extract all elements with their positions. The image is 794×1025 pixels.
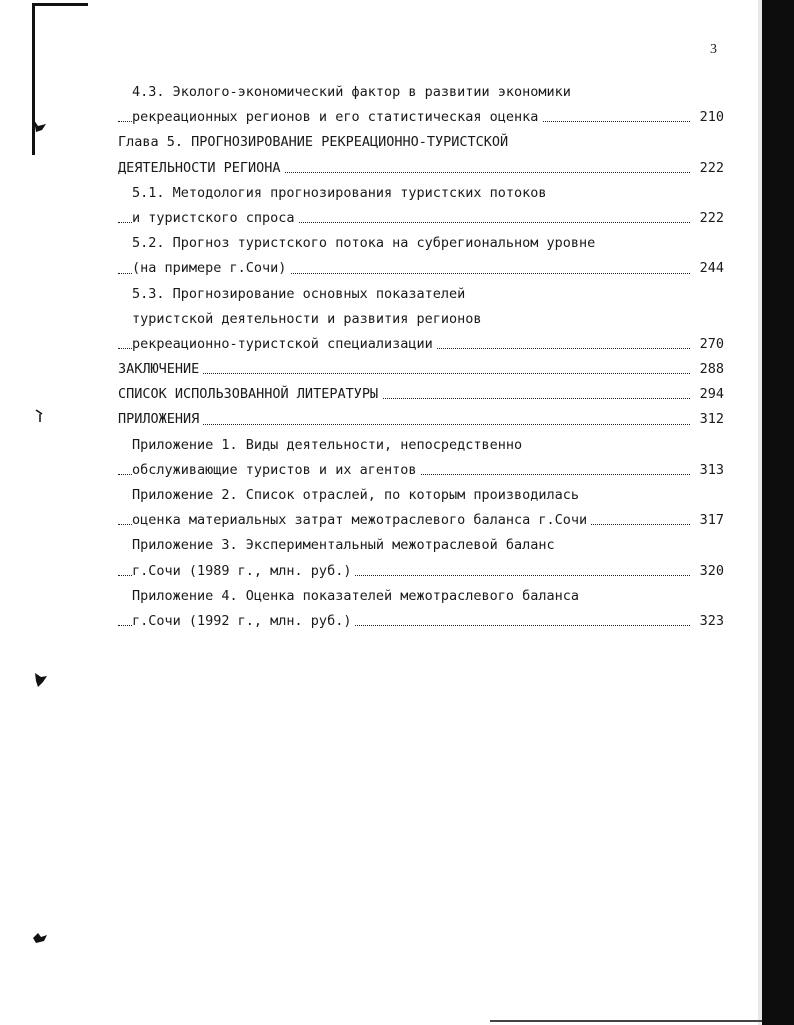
toc-entry-title: Глава 5. ПРОГНОЗИРОВАНИЕ РЕКРЕАЦИОННО-ТУРИСТСКОЙ <box>118 134 512 150</box>
toc-entry <box>118 508 724 533</box>
toc-entry <box>118 433 724 458</box>
toc-entry-title: оценка материальных затрат межотраслевого баланса г.Сочи <box>132 512 591 528</box>
toc-entry <box>118 256 724 281</box>
toc-entry-title: 5.3. Прогнозирование основных показателей <box>132 286 469 302</box>
toc-entry-page-number: 317 <box>696 508 724 533</box>
toc-entry-page-number: 222 <box>696 206 724 231</box>
toc-entry <box>118 231 724 256</box>
toc-entry <box>118 307 724 332</box>
toc-entry-title: ПРИЛОЖЕНИЯ <box>118 411 203 427</box>
table-of-contents <box>118 80 724 634</box>
toc-entry <box>118 105 724 130</box>
toc-entry-page-number: 312 <box>696 407 724 432</box>
toc-entry <box>118 181 724 206</box>
toc-entry <box>118 332 724 357</box>
toc-entry <box>118 609 724 634</box>
toc-entry <box>118 357 724 382</box>
toc-dot-leader <box>118 373 690 374</box>
toc-entry <box>118 458 724 483</box>
toc-entry-page-number: 323 <box>696 609 724 634</box>
toc-entry-page-number: 313 <box>696 458 724 483</box>
toc-entry <box>118 80 724 105</box>
toc-entry-page-number: 294 <box>696 382 724 407</box>
toc-entry-title: СПИСОК ИСПОЛЬЗОВАННОЙ ЛИТЕРАТУРЫ <box>118 386 382 402</box>
toc-entry-page-number: 222 <box>696 156 724 181</box>
toc-entry-title: Приложение 4. Оценка показателей межотраслевого баланса <box>132 588 583 604</box>
toc-entry-title: Приложение 2. Список отраслей, по которым производилась <box>132 487 583 503</box>
toc-entry <box>118 483 724 508</box>
toc-entry-title: г.Сочи (1992 г., млн. руб.) <box>132 613 355 629</box>
binder-hole-mark-icon <box>32 118 48 134</box>
page-number: 3 <box>710 42 717 57</box>
toc-entry <box>118 584 724 609</box>
toc-entry-page-number: 210 <box>696 105 724 130</box>
toc-entry-title: 5.2. Прогноз туристского потока на субрегиональном уровне <box>132 235 599 251</box>
binder-hole-mark-icon <box>32 930 48 946</box>
toc-entry <box>118 282 724 307</box>
toc-entry-title: ДЕЯТЕЛЬНОСТИ РЕГИОНА <box>118 160 285 176</box>
toc-entry-title: рекреационно-туристской специализации <box>132 336 437 352</box>
toc-entry-page-number: 244 <box>696 256 724 281</box>
toc-entry-title: Приложение 1. Виды деятельности, непосредственно <box>132 437 526 453</box>
toc-entry-title: 5.1. Методология прогнозирования туристских потоков <box>132 185 551 201</box>
toc-entry-title: Приложение 3. Экспериментальный межотраслевой баланс <box>132 537 559 553</box>
binder-hole-mark-icon <box>32 672 48 688</box>
toc-entry-title: 4.3. Эколого-экономический фактор в развитии экономики <box>132 84 575 100</box>
toc-entry-title: и туристского спроса <box>132 210 299 226</box>
scan-border-bottom <box>490 1020 762 1022</box>
toc-entry-page-number: 288 <box>696 357 724 382</box>
toc-entry-page-number: 320 <box>696 559 724 584</box>
toc-entry <box>118 559 724 584</box>
toc-entry-title: г.Сочи (1989 г., млн. руб.) <box>132 563 355 579</box>
toc-entry-title: обслуживающие туристов и их агентов <box>132 462 420 478</box>
toc-entry <box>118 407 724 432</box>
toc-entry <box>118 533 724 558</box>
toc-entry <box>118 206 724 231</box>
toc-entry <box>118 130 724 155</box>
toc-entry-title: рекреационных регионов и его статистическая оценка <box>132 109 542 125</box>
binder-tick-mark-icon <box>32 408 48 424</box>
toc-entry-page-number: 270 <box>696 332 724 357</box>
scan-border-right <box>762 0 794 1025</box>
toc-entry <box>118 156 724 181</box>
toc-dot-leader <box>118 424 690 425</box>
toc-entry-title: туристской деятельности и развития регионов <box>132 311 486 327</box>
toc-entry <box>118 382 724 407</box>
scan-border-top <box>32 3 88 6</box>
toc-entry-title: (на примере г.Сочи) <box>132 260 290 276</box>
toc-entry-title: ЗАКЛЮЧЕНИЕ <box>118 361 203 377</box>
